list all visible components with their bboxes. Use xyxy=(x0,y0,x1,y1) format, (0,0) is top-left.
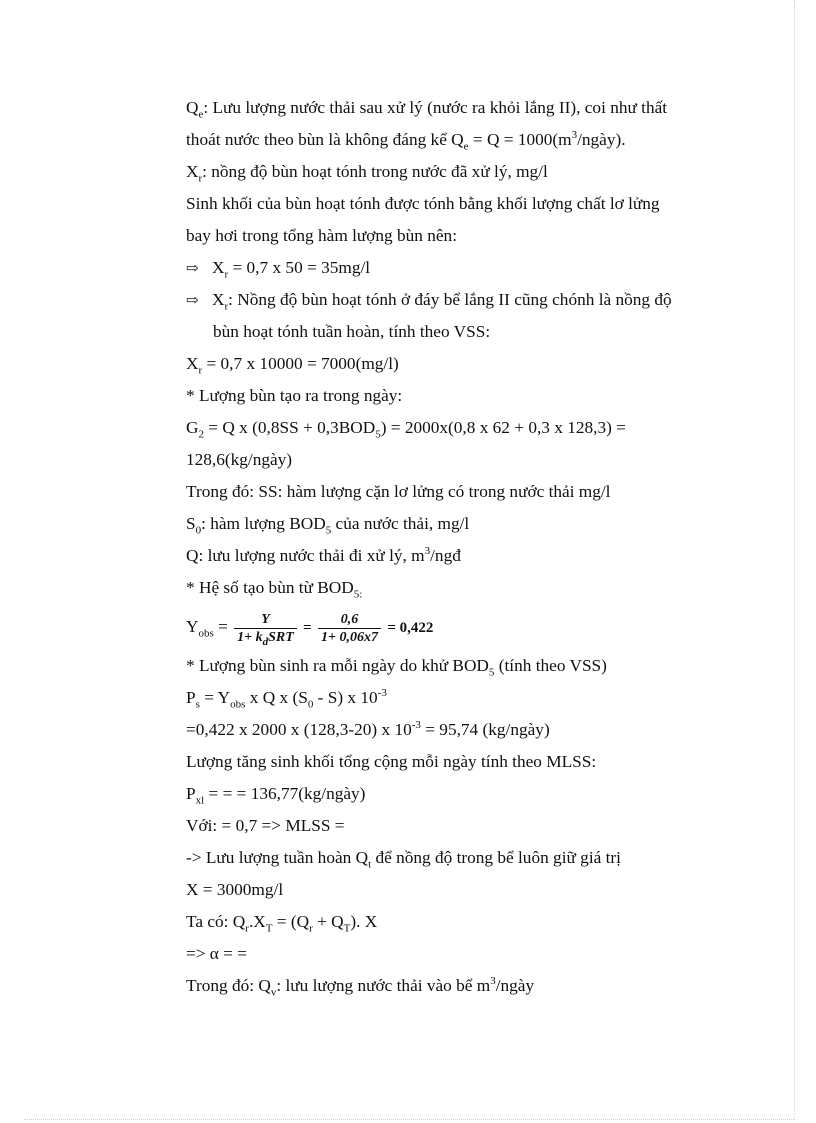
page-border-right xyxy=(794,0,795,1120)
arrow-right-icon: ⇨ xyxy=(186,293,199,309)
document-body xyxy=(186,92,746,1002)
text-line: Q: lưu lượng nước thải đi xử lý, $m^3$/ngđ xyxy=(186,545,461,565)
formula-yobs: $Y_{obs}$ = $\frac{Y}{1+ k_dSRT}$ = $\frac{0,6}{1+ 0,06x7}$ = 0,422 xyxy=(186,611,434,648)
text-line: * Lượng bùn tạo ra trong ngày: xyxy=(186,386,403,405)
text-line: => α = = xyxy=(186,944,247,963)
text-line: Với: = 0,7 => MLSS = xyxy=(186,816,345,835)
fraction: $\frac{Y}{1+ k_dSRT}$ xyxy=(234,611,297,646)
text-line: $P_s = Y_{obs}$ x Q x $(S_0 - S)$ x $10^{-3}$ xyxy=(186,687,387,711)
text-line: Sinh khối của bùn hoạt tónh được tónh bằng khối lượng chất lơ lửng xyxy=(186,194,660,213)
text-line: * Hệ số tạo bùn từ $BOD_{5:}$ xyxy=(186,578,363,601)
text-line: bay hơi trong tổng hàm lượng bùn nên: xyxy=(186,226,457,245)
text-line: $S_0$: hàm lượng $BOD_5$ của nước thải, mg/l xyxy=(186,514,470,537)
text-line: $Q_e$: Lưu lượng nước thải sau xử lý (nước ra khỏi lắng II), coi như thất xyxy=(186,98,668,121)
text-line: * Lượng bùn sinh ra mỗi ngày do khử $BOD_5$ (tính theo VSS) xyxy=(186,656,607,679)
text-line: bùn hoạt tónh tuần hoàn, tính theo VSS: xyxy=(213,322,491,341)
text-line: $X_r = 0,7$ x 10000 = 7000(mg/l) xyxy=(186,354,399,377)
text-line: =0,422 x 2000 x (128,3-20) x $10^{-3} = 95,74$ (kg/ngày) xyxy=(186,719,550,739)
text-line: X = 3000mg/l xyxy=(186,880,284,899)
text-line: Trong đó: SS: hàm lượng cặn lơ lửng có trong nước thải mg/l xyxy=(186,482,611,501)
fraction: $\frac{0,6}{1+ 0,06x7}$ xyxy=(318,611,381,646)
text-line: $X_r$: nồng độ bùn hoạt tónh trong nước đã xử lý, mg/l xyxy=(186,162,548,185)
page-border-bottom xyxy=(24,1119,794,1120)
bullet-line: ⇨ $X_r = 0,7$ x 50 = 35mg/l xyxy=(186,252,746,284)
bullet-line: ⇨ $X_r$: Nồng độ bùn hoạt tónh ở đáy bể lắng II cũng chónh là nồng độ xyxy=(186,284,746,316)
text-line: thoát nước theo bùn là không đáng kể $Q_e = Q$ = $1000(m^3/ngày)$. xyxy=(186,129,626,153)
text-line: -> Lưu lượng tuần hoàn $Q_t$ để nồng độ trong bể luôn giữ giá trị xyxy=(186,848,621,871)
text-line: Lượng tăng sinh khối tổng cộng mỗi ngày tính theo MLSS: xyxy=(186,752,597,771)
text-line: $P_{xl}$ = = = 136,77(kg/ngày) xyxy=(186,784,366,807)
text-line: Trong đó: $Q_v$: lưu lượng nước thải vào bể $m^3$/ngày xyxy=(186,975,535,999)
text-line: 128,6(kg/ngày) xyxy=(186,450,293,469)
text-line: Ta có: $Q_r.X_T = (Q_r + Q_T)$. X xyxy=(186,912,378,935)
arrow-right-icon: ⇨ xyxy=(186,261,199,277)
text-line: $G_2 = Q$ x $(0,8SS + 0,3BOD_5) = 2000x(0,8$ x 62 + 0,3 x 128,3) = xyxy=(186,418,626,441)
